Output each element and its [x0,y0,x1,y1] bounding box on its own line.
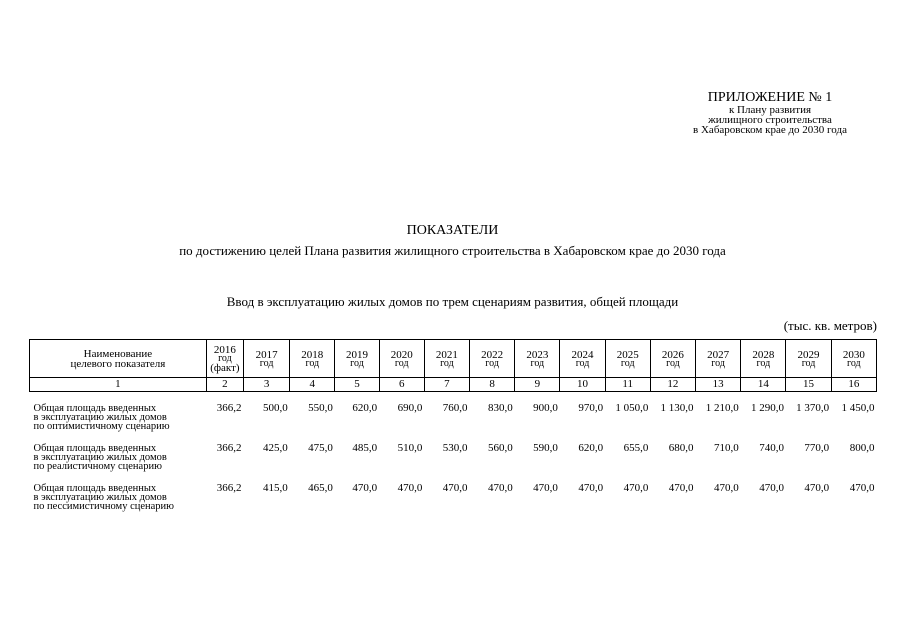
value-cell: 366,2 [216,482,242,494]
header-year [470,340,515,378]
column-number: 5 [335,378,379,392]
section-title: Ввод в эксплуатацию жилых домов по трем сценариям развития, общей площади [226,294,679,309]
value-cell: 1 290,0 [750,402,784,414]
indicator-name-line: по пессимистичному сценарию [33,501,175,512]
table-row [30,444,877,484]
value-cell: 470,0 [578,482,604,494]
year-label: 2016 [213,343,236,356]
value-cell: 470,0 [713,482,739,494]
column-number: 4 [290,378,335,392]
value-cell: 800,0 [849,442,875,454]
year-label: 2027 [707,348,730,361]
document-subtitle: по достижению целей Плана развития жилищного строительства в Хабаровском крае до 2030 года [179,243,726,258]
column-number: 3 [244,378,290,392]
column-number: 2 [206,378,243,392]
value-cell: 620,0 [352,402,378,414]
table-row [30,404,877,444]
value-cell: 366,2 [216,402,242,414]
header-year [335,340,379,378]
value-cell: 1 050,0 [615,402,649,414]
year-label: 2026 [661,348,684,361]
value-cell: 900,0 [533,402,558,414]
value-cell: 470,0 [352,482,378,494]
indicator-name-line: Общая площадь введенных [33,443,157,454]
value-cell: 590,0 [533,442,558,454]
value-cell: 470,0 [668,482,694,494]
year-unit: год [620,357,635,369]
appendix-block [665,90,875,135]
column-number: 15 [786,378,831,392]
year-unit: год [259,357,274,369]
column-number: 13 [696,378,741,392]
indicator-name-line: в эксплуатацию жилых домов [33,412,167,423]
year-label: 2020 [390,348,413,361]
value-cell: 470,0 [397,482,423,494]
value-cell: 470,0 [623,482,649,494]
header-year [650,340,695,378]
value-cell: 560,0 [487,442,513,454]
header-year [424,340,469,378]
value-cell: 680,0 [668,442,694,454]
value-cell: 510,0 [397,442,423,454]
indicator-name [30,404,207,444]
column-number: 1 [30,378,207,392]
header-year [696,340,741,378]
year-unit: год [575,357,590,369]
value-cell: 1 210,0 [705,402,739,414]
value-cell: 500,0 [262,402,288,414]
value-cell: 470,0 [804,482,830,494]
value-cell: 470,0 [533,482,558,494]
year-label: 2029 [797,348,820,361]
year-label: 2018 [301,348,324,361]
header-year [560,340,605,378]
table-row [30,484,877,524]
year-label: 2024 [571,348,594,361]
value-cell: 1 130,0 [660,402,694,414]
value-cell: 366,2 [216,442,242,454]
value-cell: 770,0 [804,442,830,454]
value-cell: 740,0 [759,442,784,454]
header-year [605,340,650,378]
header-year [206,340,243,378]
appendix-heading: ПРИЛОЖЕНИЕ № 1 [707,90,833,105]
indicator-name-line: Общая площадь введенных [33,403,157,414]
value-cell: 475,0 [308,442,333,454]
header-year [831,340,876,378]
value-cell: 470,0 [759,482,784,494]
column-number: 10 [560,378,605,392]
year-label: 2028 [752,348,775,361]
column-number: 16 [831,378,876,392]
value-cell: 425,0 [262,442,288,454]
value-cell: 760,0 [442,402,468,414]
column-number: 9 [515,378,560,392]
year-unit: год [394,357,409,369]
header-indicator-name [30,340,207,378]
value-cell: 655,0 [623,442,649,454]
value-cell: 620,0 [578,442,604,454]
year-label: 2017 [255,348,278,361]
value-cell: 470,0 [849,482,875,494]
indicator-name [30,444,207,484]
year-label: 2021 [435,348,458,361]
value-cell: 1 450,0 [841,402,875,414]
column-number-row [30,378,877,392]
value-cell: 1 370,0 [796,402,830,414]
year-unit: год [756,357,771,369]
year-unit: год [485,357,499,369]
year-unit: год [218,352,232,364]
header-name-line-2: целевого показателя [70,357,166,370]
year-unit: год [846,357,861,369]
year-label: 2019 [346,348,368,361]
year-unit: год [711,357,725,369]
appendix-line-3: в Хабаровском крае до 2030 года [693,124,847,136]
indicator-name-line: по реалистичному сценарию [33,461,162,472]
header-year [290,340,335,378]
indicator-name-line: Общая площадь введенных [33,483,157,494]
value-cell: 690,0 [397,402,423,414]
column-number: 6 [379,378,424,392]
table-header-row [30,340,877,378]
column-number: 11 [605,378,650,392]
appendix-line-1: к Плану развития [728,104,812,116]
value-cell: 485,0 [352,442,378,454]
year-unit: год [440,357,454,369]
indicator-name-line: в эксплуатацию жилых домов [33,492,167,503]
indicator-name-line: в эксплуатацию жилых домов [33,452,167,463]
year-label: 2030 [842,348,865,361]
column-number: 8 [470,378,515,392]
year-unit: год [305,357,320,369]
year-unit: год [801,357,816,369]
appendix-line-2: жилищного строительства [708,114,832,126]
header-year [379,340,424,378]
year-unit: год [666,357,680,369]
year-label: 2025 [616,348,639,361]
header-year [786,340,831,378]
column-number: 7 [424,378,469,392]
indicators-table [29,339,877,524]
value-cell: 470,0 [487,482,513,494]
document-title: ПОКАЗАТЕЛИ [406,223,499,238]
year-unit: год [530,357,545,369]
year-label: 2022 [481,348,504,361]
value-cell: 970,0 [578,402,604,414]
year-fact-note: (факт) [210,361,240,374]
units-label: (тыс. кв. метров) [783,318,877,333]
column-number: 14 [741,378,786,392]
indicator-name [30,484,207,524]
year-unit: год [350,357,364,369]
header-year [515,340,560,378]
value-cell: 830,0 [487,402,513,414]
header-name-line-1: Наименование [83,347,153,360]
value-cell: 550,0 [308,402,333,414]
indicator-name-line: по оптимистичному сценарию [33,421,170,432]
column-number: 12 [650,378,695,392]
header-year [741,340,786,378]
value-cell: 465,0 [308,482,333,494]
header-year [244,340,290,378]
value-cell: 415,0 [262,482,288,494]
value-cell: 470,0 [442,482,468,494]
value-cell: 710,0 [713,442,739,454]
year-label: 2023 [526,348,549,361]
value-cell: 530,0 [442,442,468,454]
